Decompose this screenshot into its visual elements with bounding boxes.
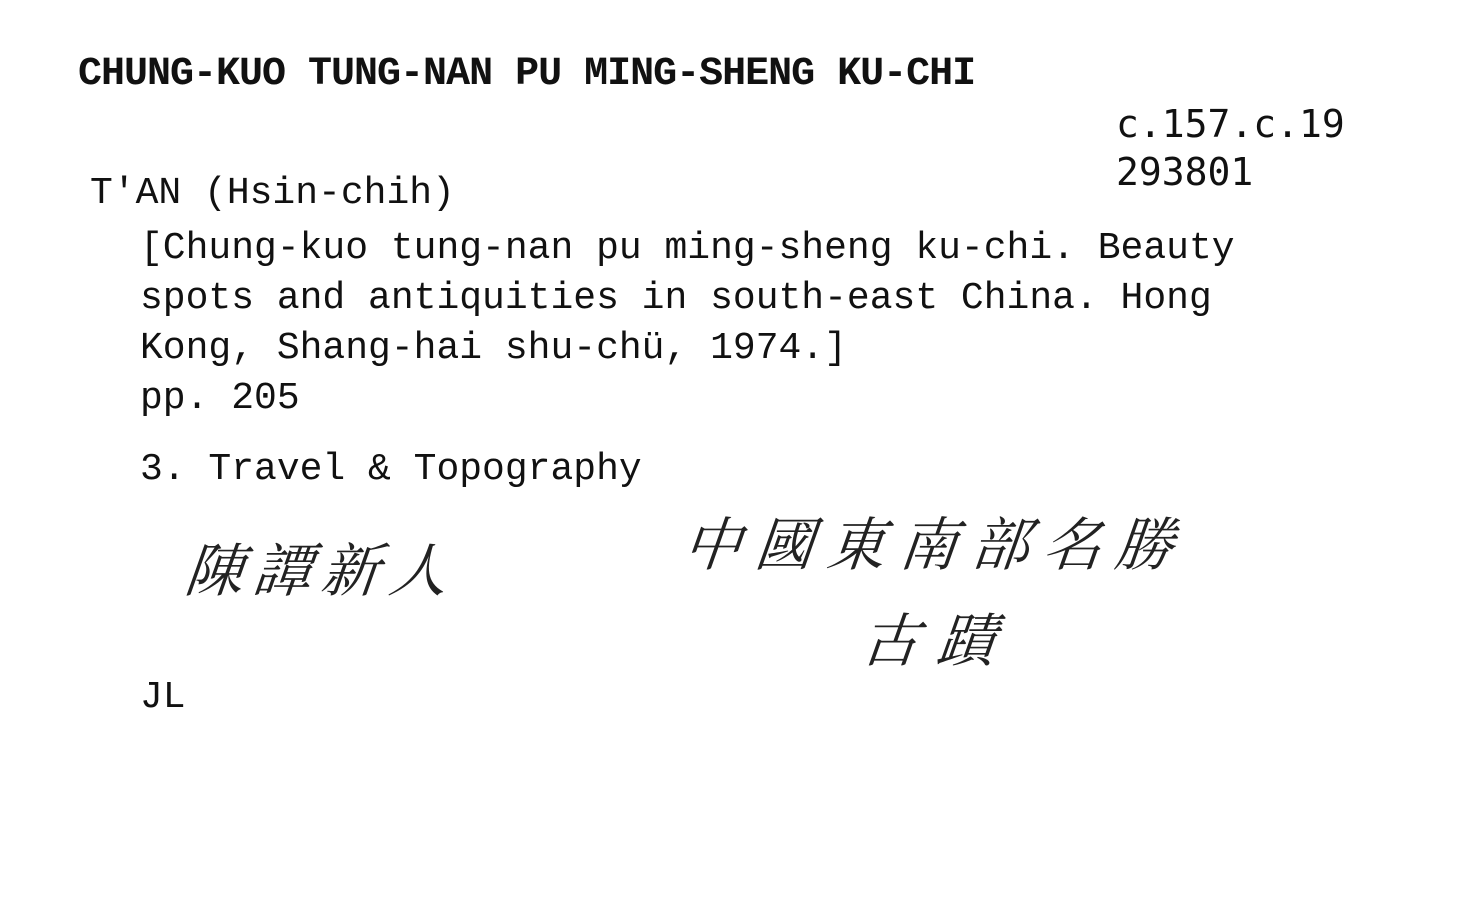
- accession-number: 293801: [1116, 150, 1254, 194]
- description-line-2: spots and antiquities in south-east China. Hong: [140, 277, 1212, 320]
- shelfmark-block: [1116, 100, 1345, 196]
- card-heading: CHUNG-KUO TUNG-NAN PU MING-SHENG KU-CHI: [78, 52, 976, 97]
- pagination-line: pp. 205: [140, 377, 300, 420]
- handwritten-title-line-1: 中國東南部名勝: [679, 511, 1192, 579]
- cataloguer-initials: JL: [140, 676, 186, 719]
- shelfmark-number: c.157.c.19: [1116, 102, 1345, 146]
- author-line: T'AN (Hsin-chih): [90, 172, 455, 215]
- handwritten-title-line-2: 古蹟: [857, 607, 1018, 675]
- handwritten-author-name: 陳譚新人: [181, 537, 462, 605]
- description-line-1: [Chung-kuo tung-nan pu ming-sheng ku-chi. Beauty: [140, 227, 1235, 270]
- bibliographic-description: [140, 224, 1390, 424]
- description-line-3: Kong, Shang-hai shu-chü, 1974.]: [140, 327, 847, 370]
- subject-heading: 3. Travel & Topography: [140, 448, 642, 491]
